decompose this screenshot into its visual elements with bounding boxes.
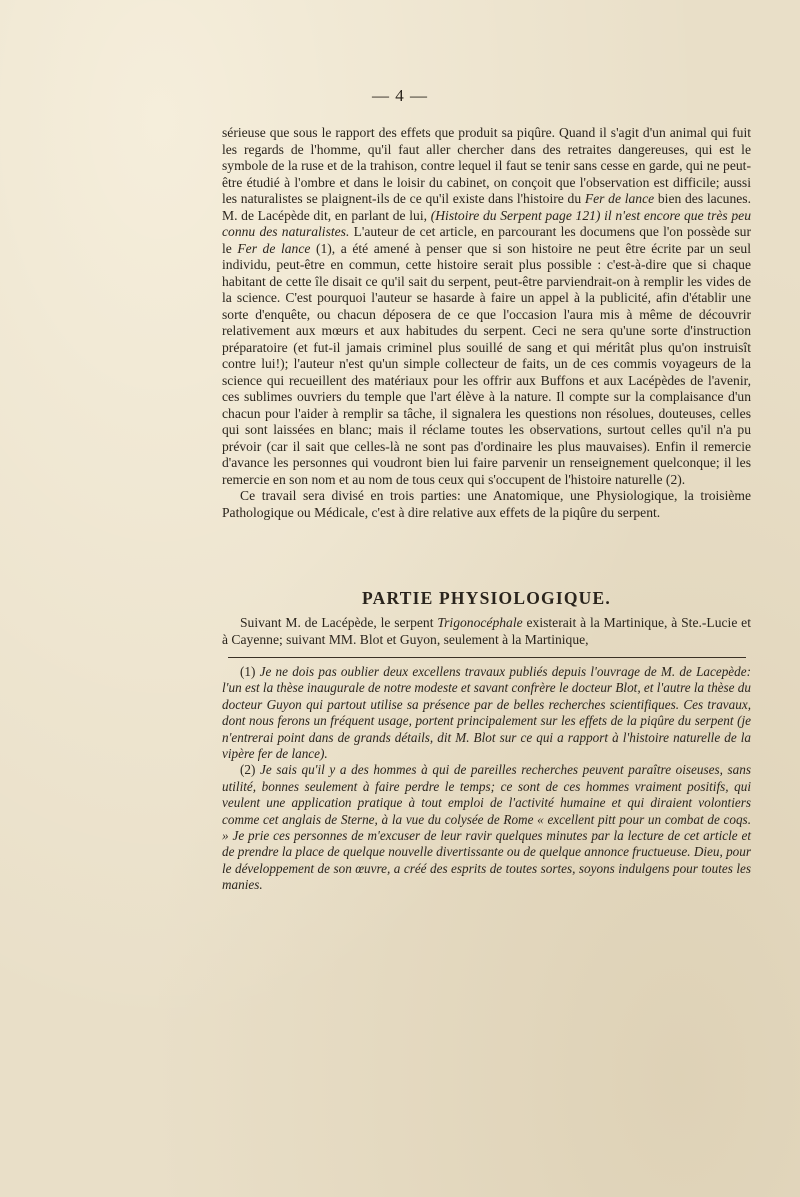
section-paragraph-part-c: existerait à la Martinique, à Ste.-Lucie et à Cayenne; suivant MM. Blot et Guyon, seulement à la Martinique, (222, 615, 751, 647)
section-paragraph-part-a: Suivant M. de Lacépède, le serpent (240, 615, 438, 630)
section-paragraph (222, 615, 751, 648)
footnote-2-text: Je sais qu'il y a des hommes à qui de pareilles recherches peuvent paraître oiseuses, sans utilité, bonnes seulement à faire perdre le temps; ce sont de ces hommes vraiment positifs, qui veulent une application pratique à tout emploi de l'activité humaine et qui diraient volontiers comme cet anglais de Sterne, à la vue du colysée de Rome « excellent pitt pour un combat de coqs. » Je prie ces personnes de m'excuser de leur ravir quelques minutes par la lecture de cet article et de prendre la place de quelque nouvelle divertissante ou de quelque annonce fructueuse. Dieu, pour le développement de son œuvre, a créé des esprits de toutes sortes, soyons indulgens pour toutes les manies. (222, 762, 751, 893)
fer-de-lance-term: Fer de lance (237, 240, 311, 256)
trigonocephale-term: Trigonocéphale (437, 615, 523, 630)
paragraph-1-part-a: sérieuse que sous le rapport des effets que produit sa piqûre. Quand il s'agit d'un animal qui fuit les regards de l'homme, qu'il faut aller chercher dans des retraites dangereuses, qui est le symbole de la ruse et de la trahison, contre lequel il faut se tenir sans cesse en garde, qui ne peut-être étudié à l'ombre et dans le loisir du cabinet, on conçoit que l'observation est difficile; aussi les naturalistes se plaignent-ils de ce qu'il existe dans l'histoire du (222, 125, 751, 206)
footnote-1-number: (1) (240, 664, 256, 679)
footnote-2-number: (2) (240, 762, 256, 778)
paragraph-1-part-g: (1), a été amené à penser que si son histoire ne peut être écrite par un seul individu, peut-être en commun, cette histoire serait plus possible : c'est-à-dire que si chaque habitant de cette île disait ce qu'il sait du serpent, peut-être parviendrait-on à remplir les vides de la science. C'est pourquoi l'auteur se hasarde à faire un appel à la publicité, afin d'établir une sorte d'enquête, ou chacun déposera de ce que l'occasion l'aura mis à même de découvrir relativement aux mœurs et aux habitudes du serpent. Ceci ne sera qu'une sorte d'instruction préparatoire (et fut-il jamais criminel plus souillé de sang et qui méritât plus qu'on instruisît contre lui!); l'auteur n'est qu'un simple collecteur de faits, un de ces commis voyageurs de la science qui recueillent des matériaux pour les offrir aux Buffons et aux Lacépèdes de l'avenir, ces sublimes ouvriers du temple que l'art élève à la nature. Il compte sur la complaisance d'un chacun pour l'aider à remplir sa tâche, il signalera les questions non résolues, douteuses, celles qui sont laissées en blanc; mais il réclame toutes les observations, surtout celles qu'il n'a pu prévoir (car il sait que celles-là ne sont pas d'ordinaire les plus mauvaises). Enfin il remercie d'avance les personnes qui voudront bien lui faire parvenir un renseignement quelconque; il les remercie en son nom et au nom de tous ceux qui s'occupent de l'histoire naturelle (2). (222, 240, 751, 487)
page-number: — 4 — (372, 86, 428, 105)
footnotes (222, 664, 751, 894)
footnote-1-text: Je ne dois pas oublier deux excellens travaux publiés depuis l'ouvrage de M. de Lacepède: l'un est la thèse inaugurale de notre modeste et savant confrère le docteur Blot, et l'autre la thèse du docteur Guyon qui partout utilise sa présence par de belles recherches scientifiques. Ces travaux, dont nous ferons un fréquent usage, portent principalement sur les effets de la piqûre du serpent (je n'entrerai point dans de grands détails, dit M. Blot sur ce qui a rapport à l'histoire naturelle de la vipère fer de lance). (222, 664, 751, 762)
footnote-2 (222, 762, 751, 893)
paragraph-1 (222, 125, 751, 488)
footnote-separator (228, 657, 746, 658)
section-heading: PARTIE PHYSIOLOGIQUE. (362, 588, 611, 608)
paragraph-1-part-e: L'auteur de cet article, en parcourant les documens que l'on possède sur le (222, 224, 751, 256)
fer-de-lance-term: Fer de lance (584, 191, 655, 206)
footnote-1 (222, 664, 751, 762)
lacepede-citation: (Histoire du Serpent page 121) il n'est encore que très peu connu des naturalistes. (222, 207, 751, 239)
paragraph-2: Ce travail sera divisé en trois parties: une Anatomique, une Physiologique, la troisième Pathologique ou Médicale, c'est à dire relative aux effets de la piqûre du serpent. (222, 488, 751, 520)
main-text (222, 125, 751, 521)
paragraph-1-part-c: bien des lacunes. M. de Lacépède dit, en parlant de lui, (222, 191, 751, 223)
